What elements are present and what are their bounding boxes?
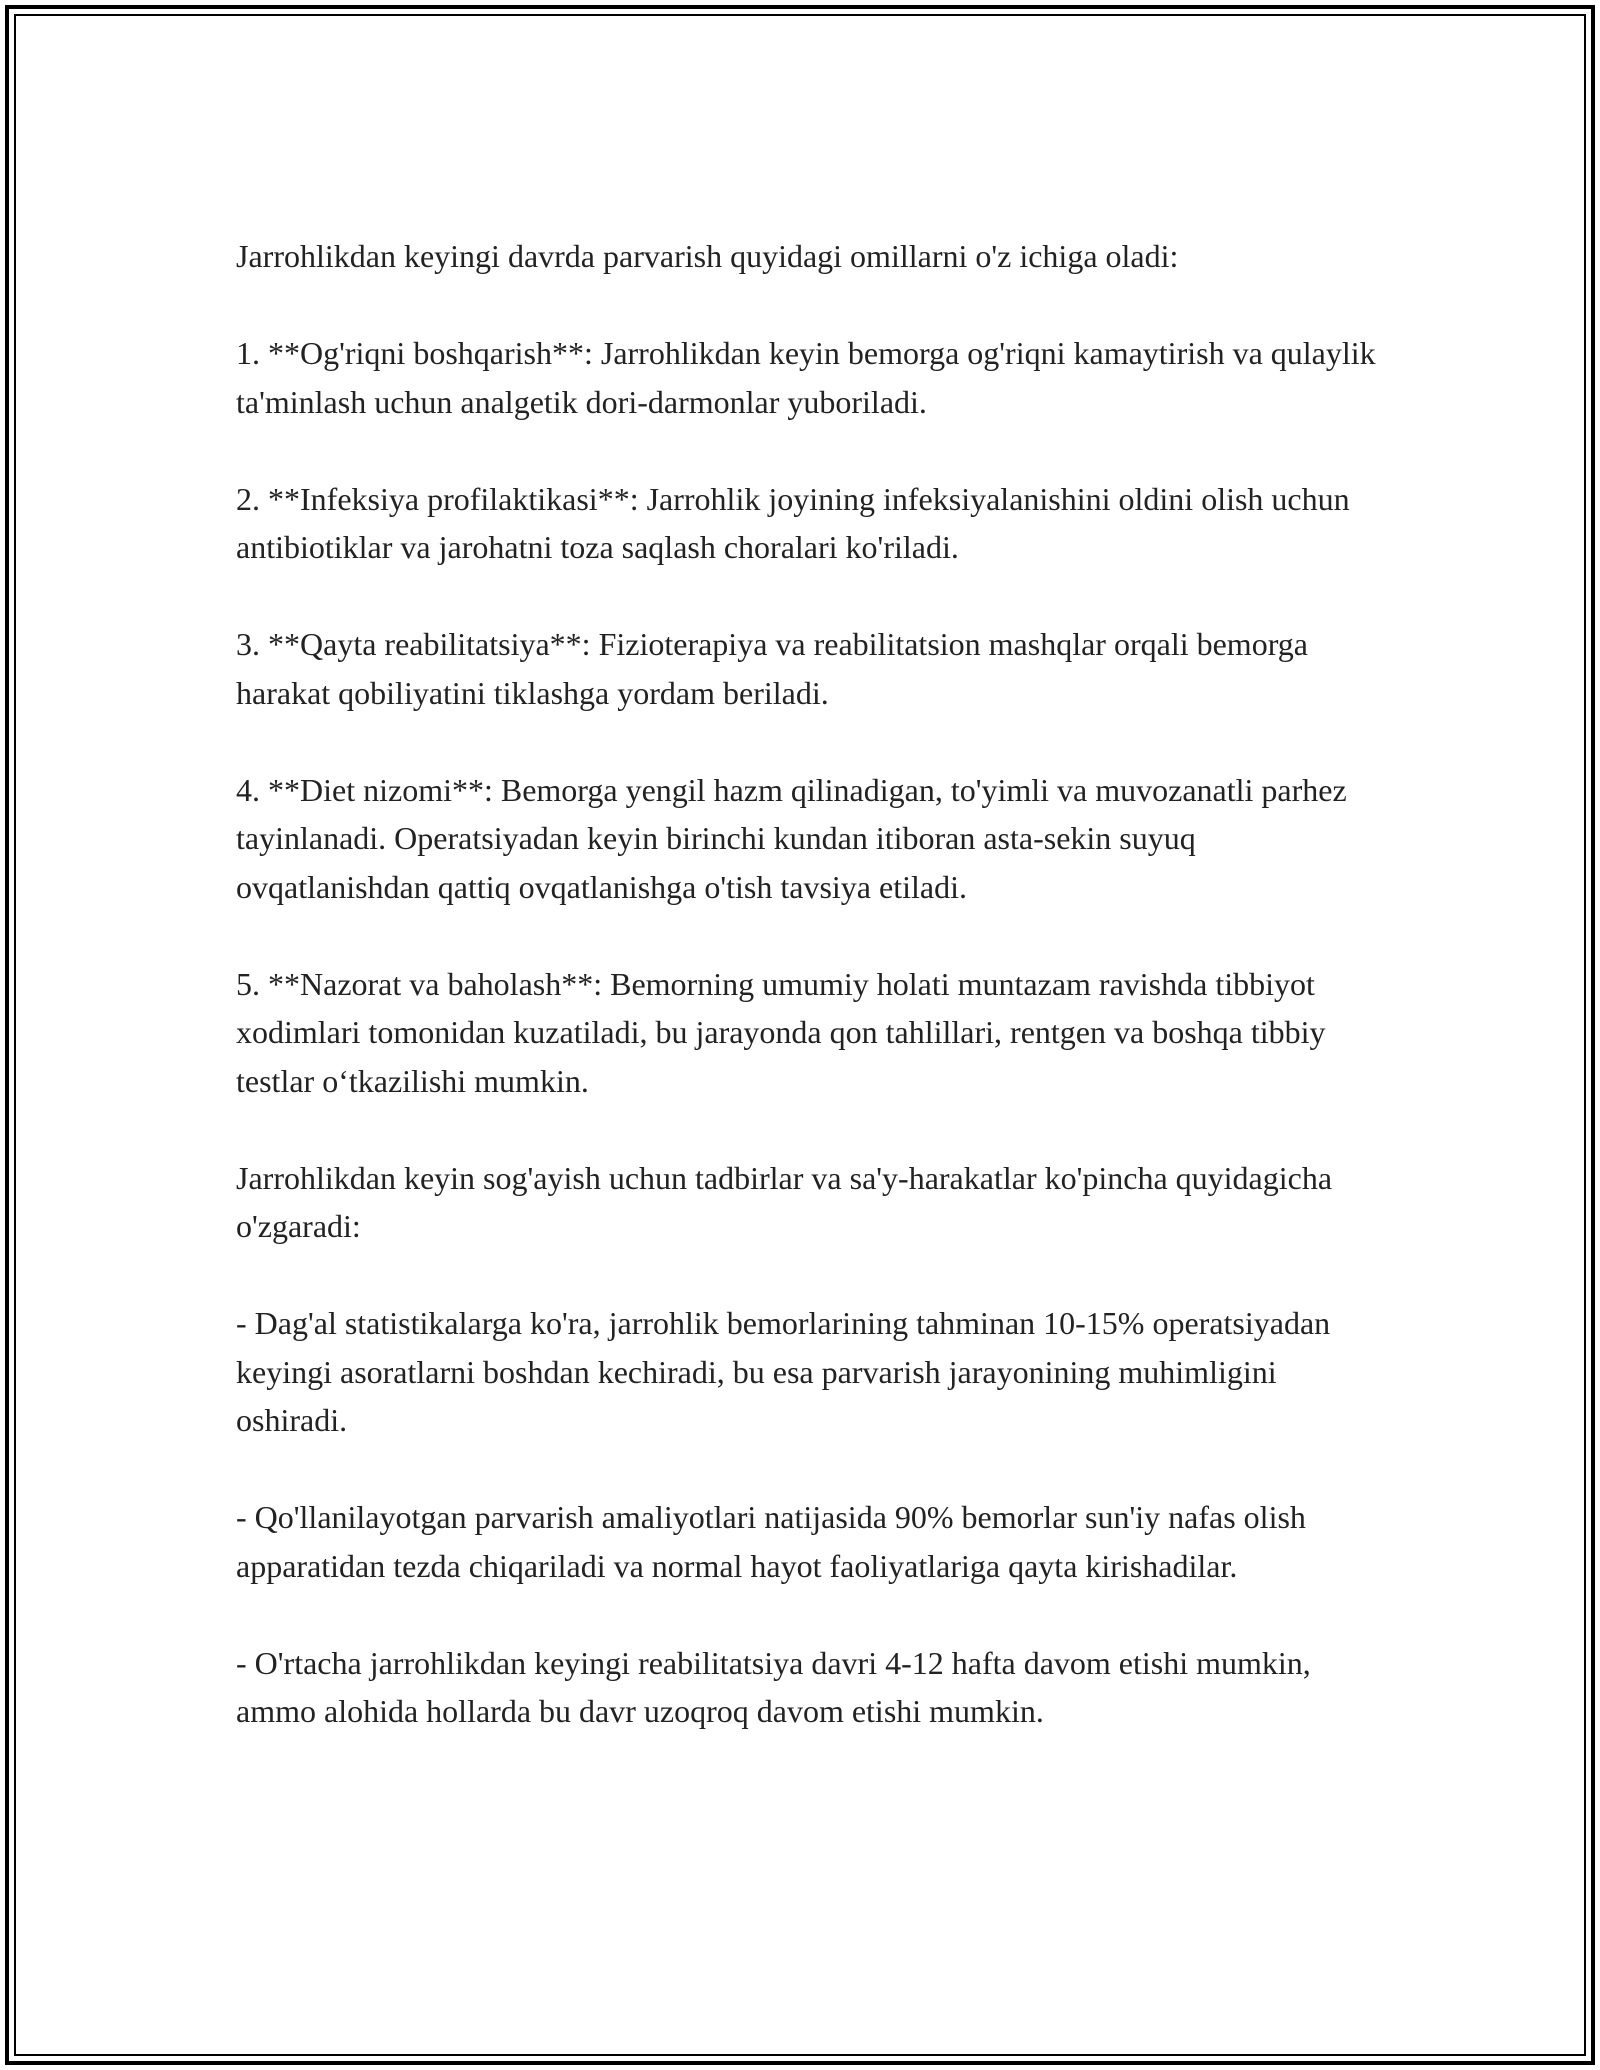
bullet-ventilation: - Qo'llanilayotgan parvarish amaliyotlari natijasida 90% bemorlar sun'iy nafas olish apparatidan tezda chiqariladi va normal hayot faoliyatlariga qayta kirishadilar.: [236, 1499, 1306, 1584]
bullet-rehab-duration: - O'rtacha jarrohlikdan keyingi reabilitatsiya davri 4-12 hafta davom etishi mumkin, ammo alohida hollarda bu davr uzoqroq davom etishi mumkin.: [236, 1644, 1311, 1729]
transition-paragraph: Jarrohlikdan keyin sog'ayish uchun tadbirlar va sa'y-harakatlar ko'pincha quyidagicha o'zgaradi:: [236, 1159, 1333, 1244]
list-item-infection-prevention: 2. **Infeksiya profilaktikasi**: Jarrohlik joyining infeksiyalanishini oldini olish uchun antibiotiklar va jarohatni toza saqlash choralari ko'riladi.: [236, 480, 1350, 565]
list-item-pain-management: 1. **Og'riqni boshqarish**: Jarrohlikdan keyin bemorga og'riqni kamaytirish va qulaylik ta'minlash uchun analgetik dori-darmonlar yuboriladi.: [236, 335, 1376, 420]
list-item-rehabilitation: 3. **Qayta reabilitatsiya**: Fizioterapiya va reabilitatsion mashqlar orqali bemorga harakat qobiliyatini tiklashga yordam beriladi.: [236, 626, 1308, 711]
list-item-diet: 4. **Diet nizomi**: Bemorga yengil hazm qilinadigan, to'yimli va muvozanatli parhez tayinlanadi. Operatsiyadan keyin birinchi kundan itiboran asta-sekin suyuq ovqatlanishdan qattiq ovqatlanishga o'tish tavsiya etiladi.: [236, 771, 1347, 905]
document-body: [236, 232, 1386, 1736]
list-item-monitoring: 5. **Nazorat va baholash**: Bemorning umumiy holati muntazam ravishda tibbiyot xodimlari tomonidan kuzatiladi, bu jarayonda qon tahlillari, rentgen va boshqa tibbiy testlar o‘tkazilishi mumkin.: [236, 965, 1326, 1099]
bullet-complications: - Dag'al statistikalarga ko'ra, jarrohlik bemorlarining tahminan 10-15% operatsiyadan keyingi asoratlarni boshdan kechiradi, bu esa parvarish jarayonining muhimligini oshiradi.: [236, 1305, 1331, 1438]
intro-paragraph: Jarrohlikdan keyingi davrda parvarish quyidagi omillarni o'z ichiga oladi:: [236, 238, 1179, 274]
